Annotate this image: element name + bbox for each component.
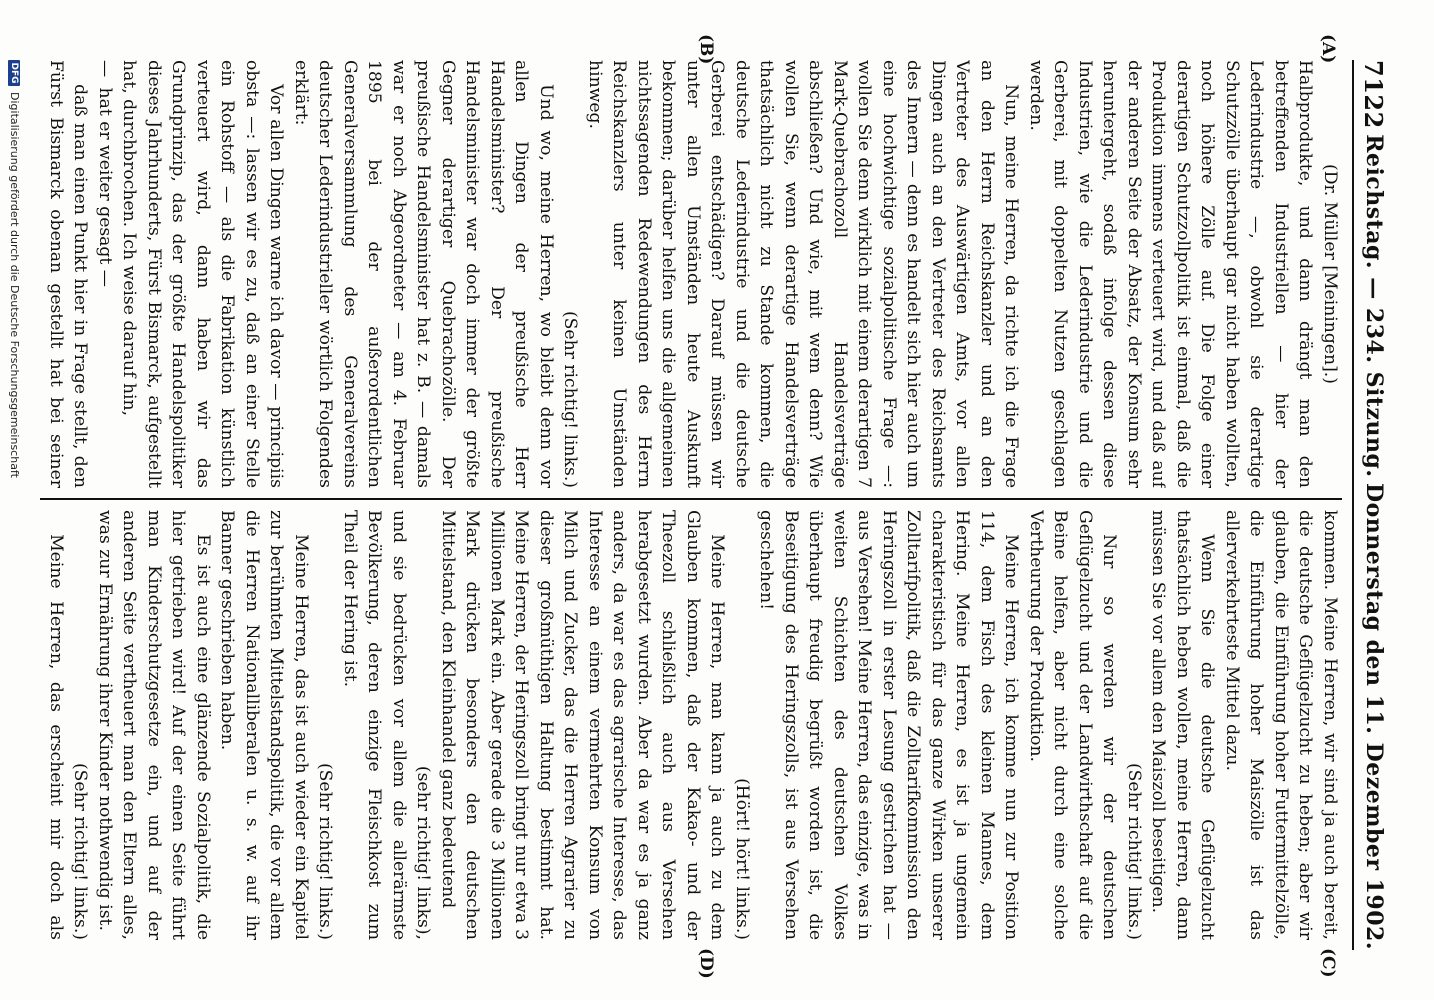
right-column-paragraph: und sie bedrücken vor allem die allerärmste Bevölkerung, deren einzige Fleischkost zum Theil der Hering ist. bbox=[340, 510, 409, 940]
right-column-paragraph: kommen. Meine Herren, wir sind ja auch bereit, die deutsche Geflügelzucht zu heben; aber wir glauben, die Einführung hoher Futtermittelzölle, die Einführung hoher Maiszölle ist das allerverkehrteste Mittel dazu. bbox=[1222, 510, 1340, 940]
session-title: Reichstag. — 234. Sitzung. bbox=[1361, 134, 1387, 478]
left-column-paragraph: Nun, meine Herren, da richte ich die Frage an den Herrn Reichskanzler und an den Vertreter des Auswärtigen Amts, vor allen Dingen auch an den Vertreter des Reichsamts des Innern — denn es handelt sich hier auch um eine hochwichtige sozialpolitische Frage —: wollen Sie denn wirklich mit einem derartigen 7 Mark-Quebrachozoll Handelsverträge abschließen? Und wie, mit wem denn? Wie wollen Sie, wenn derartige Handelsverträge thatsächlich nicht zu Stande kommen, die deutsche Lederindustrie und die deutsche Gerberei entschädigen? Darauf müssen wir unter allen Umständen heute Auskunft bekommen; darüber helfen uns die allgemeinen nichtssagenden Redewendungen des Herrn Reichskanzlers unter keinen Umständen hinweg. bbox=[585, 60, 1022, 488]
right-column-paragraph: Wenn Sie die deutsche Geflügelzucht thatsächlich heben wollen, meine Herren, dann müssen Sie vor allem den Maiszoll beseitigen. bbox=[1148, 510, 1218, 940]
left-column-paragraph: daß man einen Punkt hier in Frage stellt, den Fürst Bismarck obenan gestellt hat bei seiner bbox=[46, 60, 91, 488]
page-number: 7122 bbox=[1359, 60, 1389, 129]
dfg-logo-icon: DFG bbox=[9, 60, 21, 86]
margin-marker-d: (D) bbox=[696, 948, 716, 979]
left-column-paragraph: (Dr. Müller [Meiningen].) bbox=[1320, 164, 1340, 384]
right-column-paragraph: (Sehr richtig! links.) bbox=[70, 762, 91, 940]
right-column-paragraph: (Sehr richtig! links.) bbox=[315, 762, 336, 940]
session-date: Donnerstag den 11. Dezember 1902. bbox=[1361, 482, 1387, 950]
right-column-paragraph: (Hört! hört! links.) bbox=[732, 778, 752, 940]
left-column-paragraph: Halbprodukte, und dann drängt man den betreffenden Industriellen — hier der Lederindustrie —, obwohl sie derartige Schutzzölle überhaupt gar nicht haben wollten, noch höhere Zölle auf. Die Folge einer derartigen Schutzzollpolitik ist einmal, daß die Produktion immens verteuert wird, und daß auf der anderen Seite der Absatz, der Konsum sehr heruntergeht, sodaß infolge dessen diese Industrien, wie die Lederindustrie und die Gerberei, mit doppelten Nutzen geschlagen werden. bbox=[1026, 60, 1316, 488]
right-column-paragraph: Es ist auch eine glänzende Sozialpolitik, die hier getrieben wird! Auf der einen Seite führt man Kinderschutzgesetze ein, und auf der anderen Seite vertheuert man den Eltern alles, was zur Ernährung ihrer Kinder nothwendig ist. bbox=[95, 510, 213, 940]
page-header bbox=[1352, 60, 1394, 950]
right-column-paragraph: (sehr richtig! links), bbox=[413, 765, 434, 940]
column-divider bbox=[40, 498, 1342, 500]
right-column-paragraph: Meine Herren, das ist auch wieder ein Kapitel zur berühmten Mittelstandspolitik, die vor allem die Herren Nationalliberalen u. s. w. auf ihr Banner geschrieben haben. bbox=[217, 510, 311, 940]
right-column-paragraph: Nur so werden wir der deutschen Geflügelzucht und der Landwirthschaft auf die Beine helfen, aber nicht durch eine solche Vertheurung der Produktion. bbox=[1026, 510, 1120, 940]
margin-marker-b: (B) bbox=[696, 34, 716, 65]
margin-marker-c: (C) bbox=[1318, 948, 1338, 978]
left-column-paragraph: (Sehr richtig! links.) bbox=[560, 310, 581, 488]
left-column-paragraph: Vor allen Dingen warne ich davor — principiis obsta —: lassen wir es zu, daß an einer Stelle ein Rohstoff — als die Fabrikation künstlich verteuert wird, dann haben wir das Grundprinzip, das der größte Handelspolitiker dieses Jahrhunderts, Fürst Bismarck, aufgestellt hat, durchbrochen. Ich weise darauf hin, bbox=[119, 60, 287, 488]
left-text-column bbox=[40, 60, 1342, 488]
left-column-paragraph: Und wo, meine Herren, wo bleibt denn vor allen Dingen der preußische Herr Handelsminister? Der preußische Handelsminister war doch immer der größte Gegner derartiger Quebrachozölle. Der preußische Handelsminister hat z. B. — damals war er noch Abgeordneter — am 4. Februar 1895 bei der außerordentlichen Generalversammlung des Generalvereins deutscher Lederindustrieller wörtlich Folgendes erklärt: bbox=[291, 60, 556, 488]
digitization-credit-text: Digitalisierung gefördert durch die Deutsche Forschungsgemeinschaft bbox=[8, 92, 21, 478]
right-column-paragraph: (Sehr richtig! links.) bbox=[1124, 762, 1144, 940]
right-text-column bbox=[40, 510, 1342, 940]
right-column-paragraph: Meine Herren, man kann ja auch zu dem Glauben kommen, daß der Kakao- und der Theezoll schließlich auch aus Versehen herabgesetzt wurden. Aber da war es ja ganz anders, da war es das agrarische Interesse, das Interesse an einem vermehrten Konsum von Milch und Zucker, das die Herren Agrarier zu dieser großmüthigen Haltung bestimmt hat. Meine Herren, der Heringszoll bringt nur etwa 3 Millionen Mark ein. Aber gerade die 3 Millionen Mark drücken besonders den deutschen Mittelstand, den Kleinhandel ganz bedeutend bbox=[438, 510, 728, 940]
right-column-paragraph: Meine Herren, ich komme nun zur Position 114, dem Fisch des kleinen Mannes, dem Hering. Meine Herren, es ist ja ungemein charakteristisch für das ganze Wirken unserer Zolltarifpolitik, daß die Zolltarifkommission den Heringszoll in erster Lesung gestrichen hat — aus Versehen! Meine Herren, das einzige, was in weiten Schichten des deutschen Volkes überhaupt freudig begrüßt worden ist, die Beseitigung des Heringszolls, ist aus Versehen geschehen! bbox=[756, 510, 1022, 940]
right-column-paragraph: Meine Herren, das erscheint mir doch als bbox=[46, 534, 66, 940]
margin-marker-a: (A) bbox=[1318, 34, 1338, 64]
digitization-credit bbox=[8, 60, 21, 478]
left-column-paragraph: — hat er weiter gesagt — bbox=[93, 60, 118, 488]
